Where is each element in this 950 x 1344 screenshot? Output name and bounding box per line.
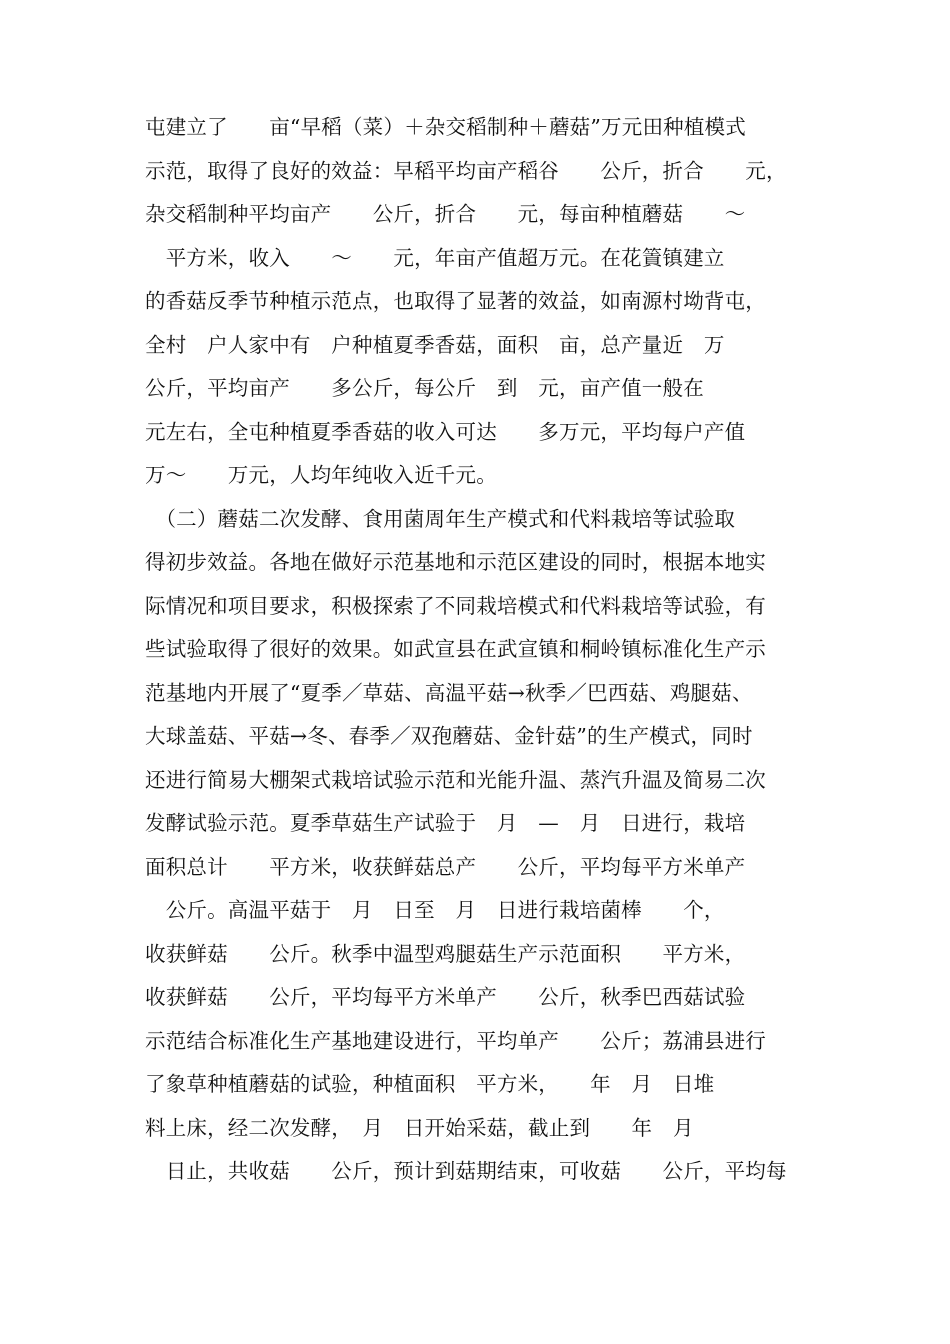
text-line: 日止，共收菇 公斤，预计到菇期结束，可收菇 公斤，平均每 (145, 1159, 787, 1183)
text-line: 还进行简易大棚架式栽培试验示范和光能升温、蒸汽升温及简易二次 (145, 767, 766, 792)
text-line: 公斤，平均亩产 多公斤，每公斤 到 元，亩产值一般在 (145, 376, 704, 400)
text-line: 万～ 万元，人均年纯收入近千元。 (145, 463, 497, 487)
text-line: 面积总计 平方米，收获鲜菇总产 公斤，平均每平方米单产 (145, 854, 746, 879)
text-line: 得初步效益。各地在做好示范基地和示范区建设的同时，根据本地实 (145, 550, 766, 574)
text-line: 料上床，经二次发酵， 月 日开始采菇，截止到 年 月 (145, 1115, 694, 1140)
text-line: 示范，取得了良好的效益：早稻平均亩产稻谷 公斤，折合 元， (145, 158, 787, 183)
text-line: 的香菇反季节种植示范点，也取得了显著的效益，如南源村坳背屯， (145, 289, 766, 313)
text-line: 全村 户人家中有 户种植夏季香菇，面积 亩，总产量近 万 (145, 332, 725, 357)
text-line: 发酵试验示范。夏季草菇生产试验于 月 — 月 日进行，栽培 (145, 811, 746, 835)
text-line: 些试验取得了很好的效果。如武宣县在武宣镇和桐岭镇标准化生产示 (145, 637, 766, 661)
text-line: 公斤。高温平菇于 月 日至 月 日进行栽培菌棒 个， (145, 898, 725, 922)
text-line: 屯建立了 亩“早稻（菜）＋杂交稻制种＋蘑菇”万元田种植模式 (145, 115, 746, 139)
text-line: 收获鲜菇 公斤。秋季中温型鸡腿菇生产示范面积 平方米， (145, 941, 746, 966)
text-line: 元左右，全屯种植夏季香菇的收入可达 多万元，平均每户产值 (145, 419, 746, 444)
text-line: 范基地内开展了“夏季／草菇、高温平菇→秋季／巴西菇、鸡腿菇、 (145, 680, 753, 705)
body-text (145, 106, 810, 1194)
text-line: 收获鲜菇 公斤，平均每平方米单产 公斤，秋季巴西菇试验 (145, 985, 746, 1009)
text-line: 杂交稻制种平均亩产 公斤，折合 元，每亩种植蘑菇 ～ (145, 202, 746, 226)
paragraph-heading-line: （二）蘑菇二次发酵、食用菌周年生产模式和代料栽培等试验取 (145, 506, 736, 531)
text-line: 际情况和项目要求，积极探索了不同栽培模式和代料栽培等试验，有 (145, 593, 766, 618)
text-line: 示范结合标准化生产基地建设进行，平均单产 公斤；荔浦县进行 (145, 1028, 766, 1053)
text-line: 了象草种植蘑菇的试验，种植面积 平方米， 年 月 日堆 (145, 1072, 715, 1096)
text-line: 平方米，收入 ～ 元，年亩产值超万元。在花篢镇建立 (145, 245, 725, 270)
text-line: 大球盖菇、平菇→冬、春季／双孢蘑菇、金针菇”的生产模式，同时 (145, 724, 753, 748)
